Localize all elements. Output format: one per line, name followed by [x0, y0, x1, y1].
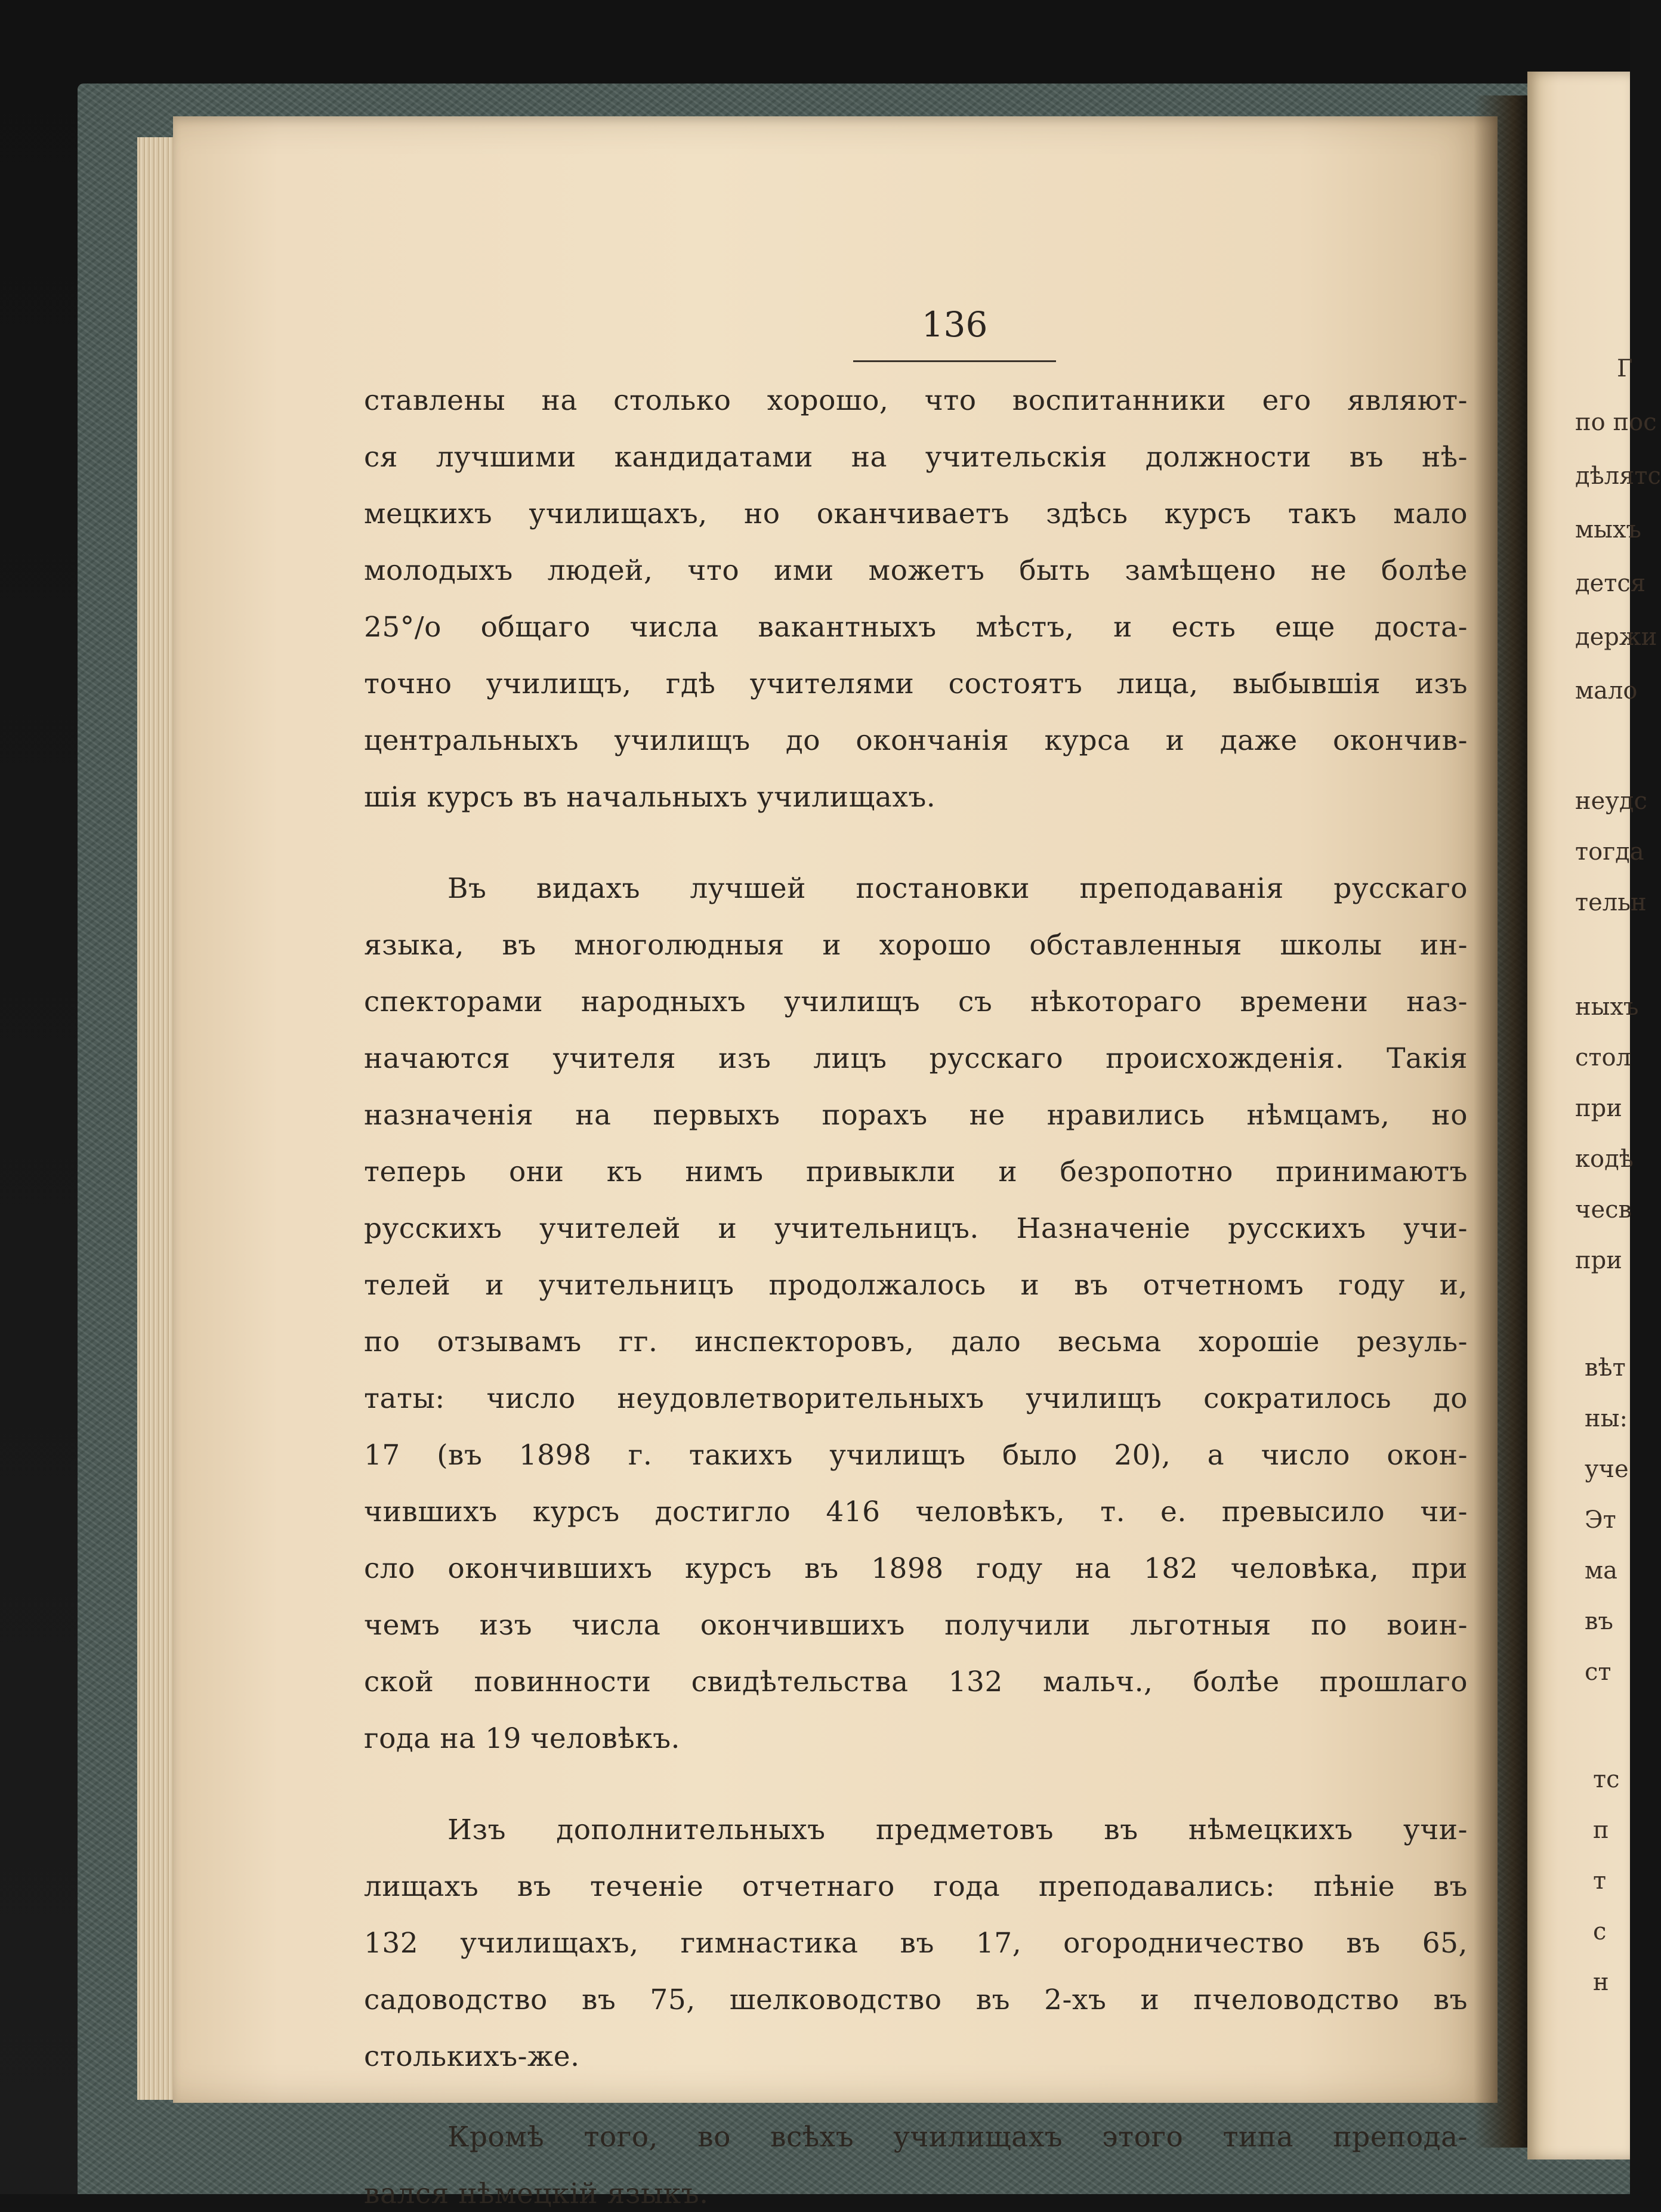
facing-page-fragment: чесв — [1575, 1196, 1632, 1224]
facing-page-fragment: ма — [1585, 1557, 1617, 1584]
text-line: ской повинности свидѣтельства 132 мальч., болѣе прошлаго — [364, 1666, 1468, 1698]
facing-page-fragment: кодѣ — [1575, 1145, 1634, 1173]
text-line: 132 училищахъ, гимнастика въ 17, огородничество въ 65, — [364, 1927, 1468, 1960]
facing-page-fragment: ст — [1585, 1658, 1611, 1686]
facing-page-fragment: тс — [1593, 1766, 1620, 1793]
text-line: начаются учителя изъ лицъ русскаго происхожденія. Такія — [364, 1042, 1468, 1075]
facing-page-fragment: н — [1593, 1969, 1609, 1996]
text-line: точно училищъ, гдѣ учителями состоятъ лица, выбывшія изъ — [364, 668, 1468, 700]
facing-page-fragment: тогда — [1575, 838, 1644, 866]
text-line: ся лучшими кандидатами на учительскія должности въ нѣ- — [364, 441, 1468, 474]
text-line: Изъ дополнительныхъ предметовъ въ нѣмецкихъ учи- — [447, 1814, 1468, 1846]
text-line: по отзывамъ гг. инспекторовъ, дало весьма хорошіе резуль- — [364, 1326, 1468, 1358]
facing-page-fragment: ныхъ — [1575, 993, 1639, 1021]
facing-page-fragment: при — [1575, 1095, 1622, 1122]
text-line: таты: число неудовлетворительныхъ училищъ сократилось до — [364, 1382, 1468, 1415]
facing-page-fragment: дѣлятс — [1575, 462, 1661, 490]
facing-page-fragment: Эт — [1585, 1506, 1616, 1534]
facing-page-fragment: держи — [1575, 623, 1657, 651]
text-line: мецкихъ училищахъ, но оканчиваетъ здѣсь курсъ такъ мало — [364, 498, 1468, 530]
text-line: столькихъ-же. — [364, 2040, 580, 2073]
facing-page-fragment: при — [1575, 1247, 1622, 1274]
text-line: ставлены на столько хорошо, что воспитанники его являют- — [364, 384, 1468, 417]
text-line: чившихъ курсъ достигло 416 человѣкъ, т. е. превысило чи- — [364, 1496, 1468, 1528]
text-line: чемъ изъ числа окончившихъ получили льготныя по воин- — [364, 1609, 1468, 1642]
facing-page-fragment: уче — [1585, 1456, 1629, 1483]
text-line: Въ видахъ лучшей постановки преподаванія русскаго — [447, 872, 1468, 905]
text-line: центральныхъ училищъ до окончанія курса и даже окончив- — [364, 724, 1468, 757]
facing-page-fragment: стол — [1575, 1044, 1632, 1071]
facing-page-fragment: Г — [1617, 355, 1633, 382]
facing-page-text — [1575, 0, 1661, 2194]
text-line: спекторами народныхъ училищъ съ нѣкотораго времени наз- — [364, 985, 1468, 1018]
text-line: шія курсъ въ начальныхъ училищахъ. — [364, 781, 936, 814]
text-line: русскихъ учителей и учительницъ. Назначеніе русскихъ учи- — [364, 1212, 1468, 1245]
text-line: молодыхъ людей, что ими можетъ быть замѣщено не болѣе — [364, 554, 1468, 587]
facing-page-fragment: вѣт — [1585, 1354, 1626, 1382]
facing-page-fragment: въ — [1585, 1608, 1613, 1635]
text-line: языка, въ многолюдныя и хорошо обставленныя школы ин- — [364, 929, 1468, 962]
facing-page-fragment: дется — [1575, 570, 1646, 597]
text-line: вался нѣмецкій языкъ. — [364, 2177, 709, 2210]
page-number: 136 — [921, 304, 988, 345]
text-line: назначенія на первыхъ порахъ не нравились нѣмцамъ, но — [364, 1099, 1468, 1132]
facing-page-fragment: мыхъ — [1575, 516, 1641, 543]
text-line: 25°/о общаго числа вакантныхъ мѣстъ, и есть еще доста- — [364, 611, 1468, 644]
facing-page-fragment: неудс — [1575, 787, 1647, 815]
facing-page-fragment: по пос — [1575, 409, 1657, 436]
text-line: Кромѣ того, во всѣхъ училищахъ этого типа препода- — [447, 2121, 1468, 2154]
page-number-rule — [853, 360, 1056, 362]
facing-page-fragment: мало — [1575, 677, 1638, 705]
text-line: телей и учительницъ продолжалось и въ отчетномъ году и, — [364, 1269, 1468, 1302]
facing-page-fragment: ны: — [1585, 1405, 1628, 1432]
text-line: сло окончившихъ курсъ въ 1898 году на 182 человѣка, при — [364, 1552, 1468, 1585]
facing-page-fragment: с — [1593, 1918, 1607, 1945]
facing-page-fragment: т — [1593, 1867, 1607, 1895]
text-line: 17 (въ 1898 г. такихъ училищъ было 20), а число окон- — [364, 1439, 1468, 1472]
text-line: года на 19 человѣкъ. — [364, 1722, 680, 1755]
facing-page-fragment: тельн — [1575, 889, 1647, 916]
text-line: лищахъ въ теченіе отчетнаго года преподавались: пѣніе въ — [364, 1870, 1468, 1903]
text-line: теперь они къ нимъ привыкли и безропотно принимаютъ — [364, 1156, 1468, 1188]
text-line: садоводство въ 75, шелководство въ 2-хъ и пчеловодство въ — [364, 1984, 1468, 2016]
facing-page-fragment: п — [1593, 1816, 1609, 1844]
